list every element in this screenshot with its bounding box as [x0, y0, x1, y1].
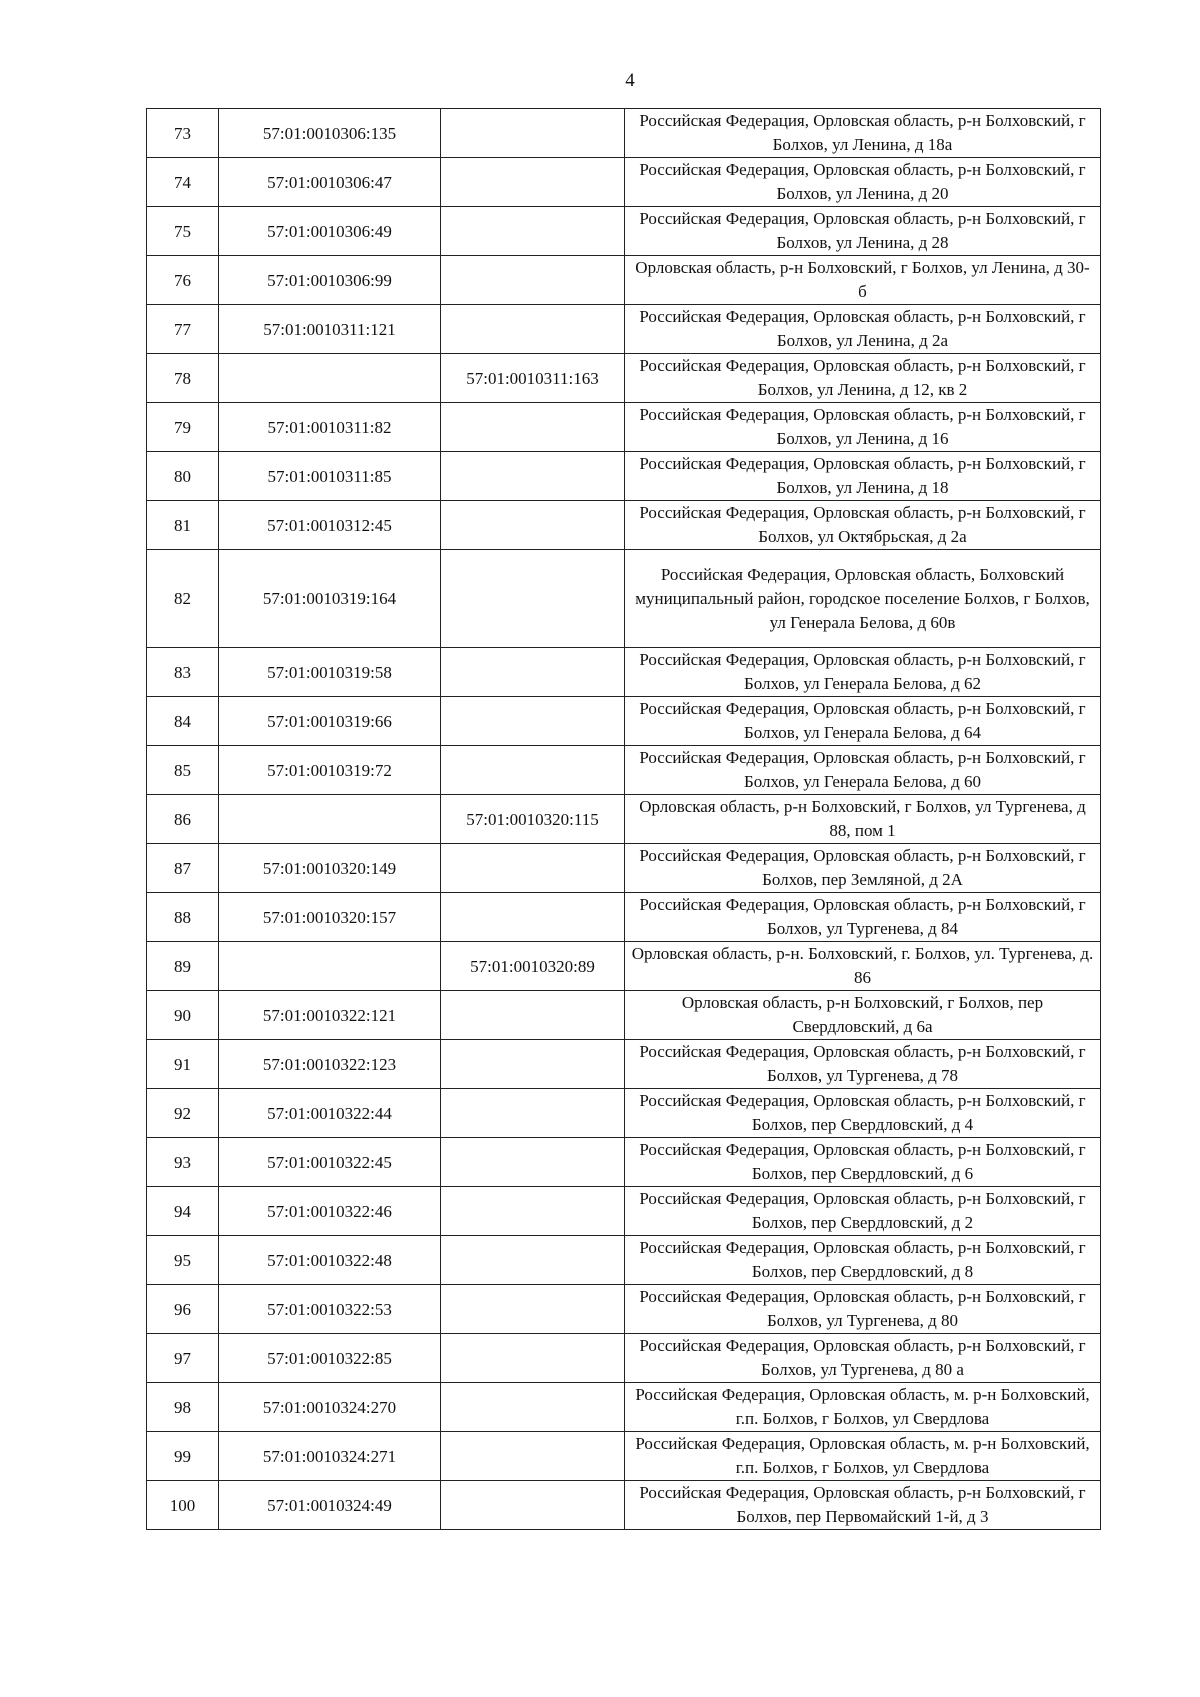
related-cadastral-number-cell: 57:01:0010320:89	[441, 942, 625, 991]
address-cell: Российская Федерация, Орловская область, р-н Болховский, г Болхов, ул Тургенева, д 80 а	[625, 1334, 1101, 1383]
row-number-cell: 76	[147, 256, 219, 305]
row-number-cell: 75	[147, 207, 219, 256]
row-number-cell: 84	[147, 697, 219, 746]
related-cadastral-number-cell	[441, 746, 625, 795]
parcel-table-body	[147, 109, 1101, 1530]
address-cell: Российская Федерация, Орловская область, р-н Болховский, г Болхов, ул Ленина, д 16	[625, 403, 1101, 452]
related-cadastral-number-cell	[441, 452, 625, 501]
related-cadastral-number-cell	[441, 1187, 625, 1236]
cadastral-number-cell: 57:01:0010319:58	[219, 648, 441, 697]
cadastral-number-cell: 57:01:0010320:157	[219, 893, 441, 942]
related-cadastral-number-cell: 57:01:0010311:163	[441, 354, 625, 403]
cadastral-number-cell: 57:01:0010322:121	[219, 991, 441, 1040]
row-number-cell: 97	[147, 1334, 219, 1383]
row-number-cell: 99	[147, 1432, 219, 1481]
row-number-cell: 86	[147, 795, 219, 844]
cadastral-number-cell	[219, 942, 441, 991]
row-number-cell: 80	[147, 452, 219, 501]
table-row	[147, 1040, 1101, 1089]
address-cell: Российская Федерация, Орловская область, Болховский муниципальный район, городское поселение Болхов, г Болхов, ул Генерала Белова, д 60в	[625, 550, 1101, 648]
table-row	[147, 942, 1101, 991]
address-cell: Российская Федерация, Орловская область, м. р-н Болховский, г.п. Болхов, г Болхов, ул Свердлова	[625, 1432, 1101, 1481]
cadastral-number-cell: 57:01:0010324:270	[219, 1383, 441, 1432]
table-row	[147, 550, 1101, 648]
row-number-cell: 94	[147, 1187, 219, 1236]
row-number-cell: 89	[147, 942, 219, 991]
address-cell: Российская Федерация, Орловская область, р-н Болховский, г Болхов, ул Ленина, д 28	[625, 207, 1101, 256]
row-number-cell: 78	[147, 354, 219, 403]
page-number: 4	[625, 70, 635, 91]
cadastral-number-cell: 57:01:0010324:49	[219, 1481, 441, 1530]
row-number-cell: 87	[147, 844, 219, 893]
address-cell: Российская Федерация, Орловская область, р-н Болховский, г Болхов, ул Генерала Белова, д 64	[625, 697, 1101, 746]
related-cadastral-number-cell	[441, 1432, 625, 1481]
cadastral-number-cell	[219, 795, 441, 844]
row-number-cell: 79	[147, 403, 219, 452]
address-cell: Российская Федерация, Орловская область, р-н Болховский, г Болхов, ул Генерала Белова, д 62	[625, 648, 1101, 697]
row-number-cell: 95	[147, 1236, 219, 1285]
parcel-table	[146, 108, 1101, 1530]
address-cell: Российская Федерация, Орловская область, м. р-н Болховский, г.п. Болхов, г Болхов, ул Свердлова	[625, 1383, 1101, 1432]
row-number-cell: 73	[147, 109, 219, 158]
table-row	[147, 1481, 1101, 1530]
address-cell: Российская Федерация, Орловская область, р-н Болховский, г Болхов, ул Тургенева, д 80	[625, 1285, 1101, 1334]
table-row	[147, 1432, 1101, 1481]
address-cell: Орловская область, р-н. Болховский, г. Болхов, ул. Тургенева, д. 86	[625, 942, 1101, 991]
cadastral-number-cell: 57:01:0010322:46	[219, 1187, 441, 1236]
row-number-cell: 82	[147, 550, 219, 648]
address-cell: Российская Федерация, Орловская область, р-н Болховский, г Болхов, ул Ленина, д 18а	[625, 109, 1101, 158]
table-row	[147, 1334, 1101, 1383]
table-row	[147, 158, 1101, 207]
cadastral-number-cell: 57:01:0010311:121	[219, 305, 441, 354]
cadastral-number-cell: 57:01:0010319:164	[219, 550, 441, 648]
related-cadastral-number-cell: 57:01:0010320:115	[441, 795, 625, 844]
related-cadastral-number-cell	[441, 1138, 625, 1187]
related-cadastral-number-cell	[441, 844, 625, 893]
cadastral-number-cell	[219, 354, 441, 403]
related-cadastral-number-cell	[441, 893, 625, 942]
related-cadastral-number-cell	[441, 648, 625, 697]
related-cadastral-number-cell	[441, 1236, 625, 1285]
row-number-cell: 92	[147, 1089, 219, 1138]
table-row	[147, 1236, 1101, 1285]
address-cell: Российская Федерация, Орловская область, р-н Болховский, г Болхов, ул Ленина, д 20	[625, 158, 1101, 207]
related-cadastral-number-cell	[441, 1089, 625, 1138]
table-row	[147, 746, 1101, 795]
address-cell: Российская Федерация, Орловская область, р-н Болховский, г Болхов, пер Свердловский, д 4	[625, 1089, 1101, 1138]
related-cadastral-number-cell	[441, 256, 625, 305]
table-row	[147, 1138, 1101, 1187]
cadastral-number-cell: 57:01:0010306:135	[219, 109, 441, 158]
cadastral-number-cell: 57:01:0010324:271	[219, 1432, 441, 1481]
row-number-cell: 85	[147, 746, 219, 795]
address-cell: Российская Федерация, Орловская область, р-н Болховский, г Болхов, пер Свердловский, д 6	[625, 1138, 1101, 1187]
row-number-cell: 100	[147, 1481, 219, 1530]
table-row	[147, 1089, 1101, 1138]
cadastral-number-cell: 57:01:0010306:47	[219, 158, 441, 207]
address-cell: Орловская область, р-н Болховский, г Болхов, ул Ленина, д 30-б	[625, 256, 1101, 305]
row-number-cell: 83	[147, 648, 219, 697]
row-number-cell: 91	[147, 1040, 219, 1089]
cadastral-number-cell: 57:01:0010322:48	[219, 1236, 441, 1285]
related-cadastral-number-cell	[441, 1334, 625, 1383]
related-cadastral-number-cell	[441, 1285, 625, 1334]
related-cadastral-number-cell	[441, 501, 625, 550]
cadastral-number-cell: 57:01:0010306:99	[219, 256, 441, 305]
address-cell: Орловская область, р-н Болховский, г Болхов, пер Свердловский, д 6а	[625, 991, 1101, 1040]
address-cell: Российская Федерация, Орловская область, р-н Болховский, г Болхов, пер Свердловский, д 2	[625, 1187, 1101, 1236]
table-row	[147, 1285, 1101, 1334]
row-number-cell: 93	[147, 1138, 219, 1187]
cadastral-number-cell: 57:01:0010311:85	[219, 452, 441, 501]
address-cell: Российская Федерация, Орловская область, р-н Болховский, г Болхов, пер Свердловский, д 8	[625, 1236, 1101, 1285]
address-cell: Российская Федерация, Орловская область, р-н Болховский, г Болхов, пер Земляной, д 2А	[625, 844, 1101, 893]
related-cadastral-number-cell	[441, 305, 625, 354]
cadastral-number-cell: 57:01:0010322:53	[219, 1285, 441, 1334]
address-cell: Российская Федерация, Орловская область, р-н Болховский, г Болхов, ул Тургенева, д 84	[625, 893, 1101, 942]
table-row	[147, 795, 1101, 844]
address-cell: Российская Федерация, Орловская область, р-н Болховский, г Болхов, ул Октябрьская, д 2а	[625, 501, 1101, 550]
row-number-cell: 90	[147, 991, 219, 1040]
address-cell: Российская Федерация, Орловская область, р-н Болховский, г Болхов, ул Ленина, д 2а	[625, 305, 1101, 354]
table-row	[147, 697, 1101, 746]
related-cadastral-number-cell	[441, 1383, 625, 1432]
table-row	[147, 109, 1101, 158]
address-cell: Орловская область, р-н Болховский, г Болхов, ул Тургенева, д 88, пом 1	[625, 795, 1101, 844]
related-cadastral-number-cell	[441, 403, 625, 452]
cadastral-number-cell: 57:01:0010322:123	[219, 1040, 441, 1089]
cadastral-number-cell: 57:01:0010320:149	[219, 844, 441, 893]
address-cell: Российская Федерация, Орловская область, р-н Болховский, г Болхов, ул Тургенева, д 78	[625, 1040, 1101, 1089]
cadastral-number-cell: 57:01:0010322:85	[219, 1334, 441, 1383]
table-row	[147, 844, 1101, 893]
related-cadastral-number-cell	[441, 991, 625, 1040]
row-number-cell: 96	[147, 1285, 219, 1334]
table-row	[147, 452, 1101, 501]
related-cadastral-number-cell	[441, 697, 625, 746]
table-row	[147, 305, 1101, 354]
row-number-cell: 98	[147, 1383, 219, 1432]
cadastral-number-cell: 57:01:0010319:72	[219, 746, 441, 795]
table-row	[147, 403, 1101, 452]
table-row	[147, 991, 1101, 1040]
address-cell: Российская Федерация, Орловская область, р-н Болховский, г Болхов, ул Ленина, д 12, кв 2	[625, 354, 1101, 403]
address-cell: Российская Федерация, Орловская область, р-н Болховский, г Болхов, ул Генерала Белова, д 60	[625, 746, 1101, 795]
related-cadastral-number-cell	[441, 207, 625, 256]
related-cadastral-number-cell	[441, 1481, 625, 1530]
row-number-cell: 77	[147, 305, 219, 354]
address-cell: Российская Федерация, Орловская область, р-н Болховский, г Болхов, пер Первомайский 1-й, д 3	[625, 1481, 1101, 1530]
row-number-cell: 74	[147, 158, 219, 207]
table-row	[147, 1187, 1101, 1236]
row-number-cell: 81	[147, 501, 219, 550]
related-cadastral-number-cell	[441, 550, 625, 648]
cadastral-number-cell: 57:01:0010322:44	[219, 1089, 441, 1138]
cadastral-number-cell: 57:01:0010311:82	[219, 403, 441, 452]
cadastral-number-cell: 57:01:0010306:49	[219, 207, 441, 256]
cadastral-number-cell: 57:01:0010319:66	[219, 697, 441, 746]
related-cadastral-number-cell	[441, 109, 625, 158]
table-row	[147, 1383, 1101, 1432]
table-row	[147, 354, 1101, 403]
table-row	[147, 648, 1101, 697]
table-row	[147, 501, 1101, 550]
cadastral-number-cell: 57:01:0010322:45	[219, 1138, 441, 1187]
table-row	[147, 207, 1101, 256]
address-cell: Российская Федерация, Орловская область, р-н Болховский, г Болхов, ул Ленина, д 18	[625, 452, 1101, 501]
row-number-cell: 88	[147, 893, 219, 942]
table-row	[147, 893, 1101, 942]
related-cadastral-number-cell	[441, 1040, 625, 1089]
table-row	[147, 256, 1101, 305]
cadastral-number-cell: 57:01:0010312:45	[219, 501, 441, 550]
related-cadastral-number-cell	[441, 158, 625, 207]
